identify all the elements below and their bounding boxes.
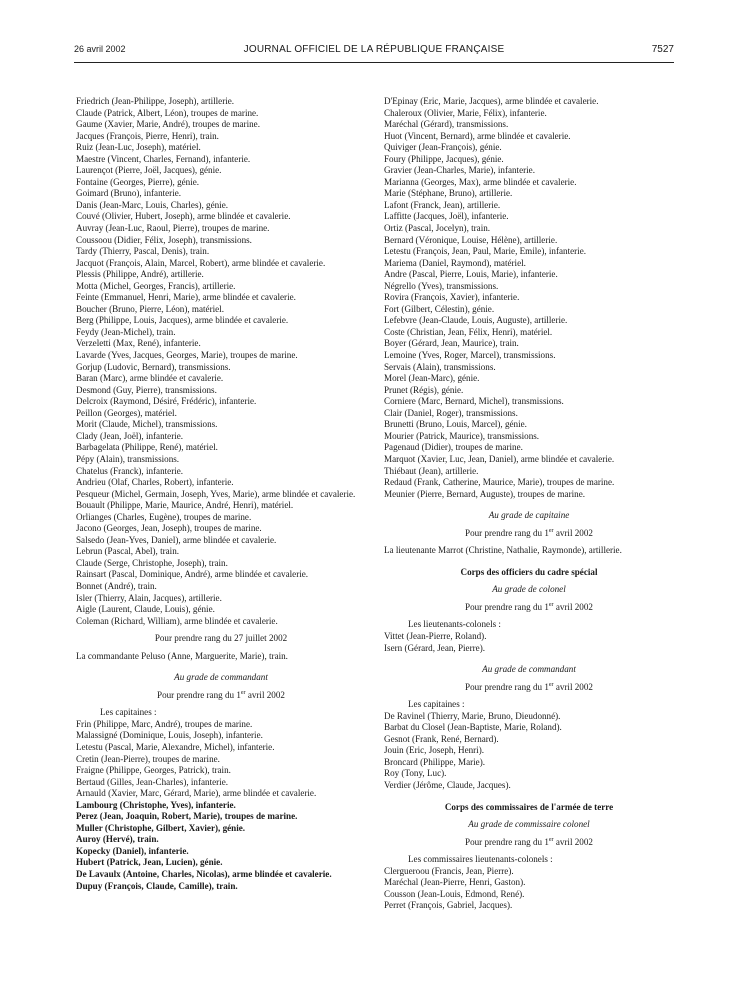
header-date: 26 avril 2002 bbox=[74, 44, 126, 54]
list-item: Couvé (Olivier, Hubert, Joseph), arme blindée et cavalerie. bbox=[76, 211, 291, 222]
marrot-entry: La lieutenante Marrot (Christine, Nathalie, Raymonde), artillerie. bbox=[384, 545, 622, 556]
rank-date-heading: Pour prendre rang du 27 juillet 2002 bbox=[154, 633, 288, 644]
list-item: Lemoine (Yves, Roger, Marcel), transmissions. bbox=[384, 350, 556, 361]
list-item: Mourier (Patrick, Maurice), transmissions. bbox=[384, 430, 540, 441]
list-item: Barbagelata (Philippe, René), matériel. bbox=[76, 442, 218, 453]
list-item: Auvray (Jean-Luc, Raoul, Pierre), troupes de marine. bbox=[76, 223, 270, 234]
corps-commissaires-heading: Corps des commissaires de l'armée de terre bbox=[444, 801, 614, 812]
list-item: Corniere (Marc, Bernard, Michel), transmissions. bbox=[384, 396, 564, 407]
list-item: Maestre (Vincent, Charles, Fernand), infanterie. bbox=[76, 153, 251, 164]
capitaines-label: Les capitaines : bbox=[408, 699, 465, 710]
list-item: Frin (Philippe, Marc, André), troupes de marine. bbox=[76, 718, 253, 729]
list-item: Meunier (Pierre, Bernard, Auguste), troupes de marine. bbox=[384, 488, 586, 499]
list-item: Lambourg (Christophe, Yves), infanterie. bbox=[76, 799, 236, 810]
list-item: Peillon (Georges), matériel. bbox=[76, 407, 177, 418]
capitaines-label: Les capitaines : bbox=[100, 707, 157, 718]
list-item: Plessis (Philippe, André), artillerie. bbox=[76, 269, 204, 280]
list-item: Orlianges (Charles, Eugène), troupes de marine. bbox=[76, 511, 252, 522]
list-item: Vittet (Jean-Pierre, Roland). bbox=[384, 630, 487, 641]
list-item: Perret (François, Gabriel, Jacques). bbox=[384, 900, 513, 911]
list-item: Friedrich (Jean-Philippe, Joseph), artillerie. bbox=[76, 96, 235, 106]
officer-list bbox=[384, 96, 674, 500]
officer-list bbox=[384, 866, 674, 912]
list-item: Maréchal (Jean-Pierre, Henri, Gaston). bbox=[384, 877, 526, 888]
list-item: Motta (Michel, Georges, Francis), artillerie. bbox=[76, 280, 236, 291]
list-item: Thiébaut (Jean), artillerie. bbox=[384, 465, 479, 476]
list-item: Kopecky (Daniel), infanterie. bbox=[76, 845, 189, 856]
list-item: Clair (Daniel, Roger), transmissions. bbox=[384, 407, 518, 418]
commissaires-label: Les commissaires lieutenants-colonels : bbox=[408, 854, 553, 865]
list-item: Jacono (Georges, Jean, Joseph), troupes de marine. bbox=[76, 523, 262, 534]
list-item: Salsedo (Jean-Yves, Daniel), arme blindée et cavalerie. bbox=[76, 534, 277, 545]
lt-colonels-label: Les lieutenants-colonels : bbox=[408, 619, 501, 630]
list-item: Letestu (François, Jean, Paul, Marie, Emile), infanterie. bbox=[384, 246, 587, 257]
list-item: Bertaud (Gilles, Jean-Charles), infanterie. bbox=[76, 776, 229, 787]
list-item: Chatelus (Franck), infanterie. bbox=[76, 465, 184, 476]
list-item: Verdier (Jérôme, Claude, Jacques). bbox=[384, 779, 511, 790]
list-item: De Ravinel (Thierry, Marie, Bruno, Dieudonné). bbox=[384, 710, 561, 721]
list-item: Ruiz (Jean-Luc, Joseph), matériel. bbox=[76, 142, 201, 153]
list-item: Marianna (Georges, Max), arme blindée et cavalerie. bbox=[384, 176, 577, 187]
officer-list bbox=[76, 719, 366, 800]
list-item: Roy (Tony, Luc). bbox=[384, 768, 447, 779]
list-item: Andrieu (Olaf, Charles, Robert), infanterie. bbox=[76, 477, 234, 488]
list-item: Clady (Jean, Joël), infanterie. bbox=[76, 430, 184, 441]
corps-cadre-special-heading: Corps des officiers du cadre spécial bbox=[460, 566, 598, 577]
list-item: Chaleroux (Olivier, Marie, Félix), infanterie. bbox=[384, 107, 547, 118]
list-item: Lebrun (Pascal, Abel), train. bbox=[76, 546, 180, 557]
rank-date-heading: Pour prendre rang du 1er avril 2002 bbox=[465, 527, 593, 538]
grade-colonel-heading: Au grade de colonel bbox=[492, 584, 566, 595]
list-item: Pesqueur (Michel, Germain, Joseph, Yves, Marie), arme blindée et cavalerie. bbox=[76, 488, 356, 499]
list-item: Berg (Philippe, Louis, Jacques), arme blindée et cavalerie. bbox=[76, 315, 289, 326]
list-item: Foury (Philippe, Jacques), génie. bbox=[384, 153, 504, 164]
list-item: Jacques (François, Pierre, Henri), train. bbox=[76, 130, 219, 141]
grade-capitaine-heading: Au grade de capitaine bbox=[488, 510, 570, 521]
list-item: Auroy (Hervé), train. bbox=[76, 834, 159, 845]
list-item: Cousson (Jean-Louis, Edmond, René). bbox=[384, 888, 525, 899]
list-item: Boucher (Bruno, Pierre, Léon), matériel. bbox=[76, 303, 224, 314]
list-item: D'Epinay (Eric, Marie, Jacques), arme blindée et cavalerie. bbox=[384, 96, 599, 106]
list-item: Feinte (Emmanuel, Henri, Marie), arme blindée et cavalerie. bbox=[76, 292, 296, 303]
peluso-entry: La commandante Peluso (Anne, Marguerite, Marie), train. bbox=[76, 650, 288, 661]
list-item: Hubert (Patrick, Jean, Lucien), génie. bbox=[76, 857, 223, 868]
header-title: JOURNAL OFFICIEL DE LA RÉPUBLIQUE FRANÇAISE bbox=[243, 44, 505, 55]
list-item: Huot (Vincent, Bernard), arme blindée et cavalerie. bbox=[384, 130, 571, 141]
list-item: Coussoou (Didier, Félix, Joseph), transmissions. bbox=[76, 234, 252, 245]
right-column bbox=[384, 96, 674, 912]
list-item: Jacquot (François, Alain, Marcel, Robert), arme blindée et cavalerie. bbox=[76, 257, 326, 268]
officer-list bbox=[384, 631, 674, 654]
list-item: Coste (Christian, Jean, Félix, Henri), matériel. bbox=[384, 326, 553, 337]
list-item: Morel (Jean-Marc), génie. bbox=[384, 373, 480, 384]
list-item: Mariema (Daniel, Raymond), matériel. bbox=[384, 257, 526, 268]
list-item: Boyer (Gérard, Jean, Maurice), train. bbox=[384, 338, 519, 349]
list-item: Maréchal (Gérard), transmissions. bbox=[384, 119, 509, 130]
list-item: Bernard (Véronique, Louise, Hélène), artillerie. bbox=[384, 234, 558, 245]
list-item: Dupuy (François, Claude, Camille), train. bbox=[76, 880, 238, 891]
list-item: Andre (Pascal, Pierre, Louis, Marie), infanterie. bbox=[384, 269, 558, 280]
list-item: Marquot (Xavier, Luc, Jean, Daniel), arme blindée et cavalerie. bbox=[384, 453, 615, 464]
list-item: Quiviger (Jean-François), génie. bbox=[384, 142, 502, 153]
list-item: Coleman (Richard, William), arme blindée et cavalerie. bbox=[76, 615, 278, 626]
list-item: Letestu (Pascal, Marie, Alexandre, Michel), infanterie. bbox=[76, 741, 275, 752]
list-item: Aigle (Laurent, Claude, Louis), génie. bbox=[76, 604, 215, 615]
list-item: Gesnot (Frank, René, Bernard). bbox=[384, 733, 499, 744]
list-item: Arnauld (Xavier, Marc, Gérard, Marie), arme blindée et cavalerie. bbox=[76, 788, 317, 799]
list-item: Clergueroou (Francis, Jean, Pierre). bbox=[384, 865, 514, 876]
list-item: Bouault (Philippe, Marie, Maurice, André, Henri), matériel. bbox=[76, 500, 294, 511]
officer-list bbox=[384, 711, 674, 792]
list-item: Pépy (Alain), transmissions. bbox=[76, 453, 180, 464]
rank-date-heading: Pour prendre rang du 1er avril 2002 bbox=[465, 836, 593, 847]
list-item: Perez (Jean, Joaquin, Robert, Marie), troupes de marine. bbox=[76, 811, 298, 822]
list-item: Rainsart (Pascal, Dominique, André), arme blindée et cavalerie. bbox=[76, 569, 309, 580]
list-item: Redaud (Frank, Catherine, Maurice, Marie), troupes de marine. bbox=[384, 477, 615, 488]
list-item: Lefebvre (Jean-Claude, Louis, Auguste), artillerie. bbox=[384, 315, 568, 326]
list-item: Verzeletti (Max, René), infanterie. bbox=[76, 338, 201, 349]
rank-date-heading: Pour prendre rang du 1er avril 2002 bbox=[465, 681, 593, 692]
list-item: Claude (Patrick, Albert, Léon), troupes de marine. bbox=[76, 107, 259, 118]
rank-date-heading: Pour prendre rang du 1er avril 2002 bbox=[465, 601, 593, 612]
grade-commissaire-colonel-heading: Au grade de commissaire colonel bbox=[468, 819, 590, 830]
grade-commandant-heading: Au grade de commandant bbox=[174, 672, 268, 683]
list-item: Bonnet (André), train. bbox=[76, 580, 157, 591]
list-item: Broncard (Philippe, Marie). bbox=[384, 756, 486, 767]
list-item: Lavarde (Yves, Jacques, Georges, Marie), troupes de marine. bbox=[76, 350, 298, 361]
list-item: Lafont (Franck, Jean), artillerie. bbox=[384, 199, 501, 210]
grade-commandant-heading: Au grade de commandant bbox=[482, 664, 576, 675]
list-item: Pagenaud (Didier), troupes de marine. bbox=[384, 442, 523, 453]
list-item: Cretin (Jean-Pierre), troupes de marine. bbox=[76, 753, 220, 764]
list-item: Laffitte (Jacques, Joël), infanterie. bbox=[384, 211, 509, 222]
list-item: Claude (Serge, Christophe, Joseph), train. bbox=[76, 557, 228, 568]
list-item: Brunetti (Bruno, Louis, Marcel), génie. bbox=[384, 419, 527, 430]
list-item: Fontaine (Georges, Pierre), génie. bbox=[76, 176, 200, 187]
officer-list bbox=[76, 96, 366, 627]
list-item: Gaume (Xavier, Marie, André), troupes de marine. bbox=[76, 119, 260, 130]
list-item: Jouin (Eric, Joseph, Henri). bbox=[384, 745, 485, 756]
list-item: Gravier (Jean-Charles, Marie), infanterie. bbox=[384, 165, 535, 176]
list-item: Ortiz (Pascal, Jocelyn), train. bbox=[384, 223, 491, 234]
list-item: Barbat du Closel (Jean-Baptiste, Marie, Roland). bbox=[384, 722, 562, 733]
list-item: Malassigné (Dominique, Louis, Joseph), infanterie. bbox=[76, 730, 263, 741]
list-item: Baran (Marc), arme blindée et cavalerie. bbox=[76, 373, 224, 384]
rank-date-heading: Pour prendre rang du 1er avril 2002 bbox=[157, 689, 285, 700]
list-item: Servais (Alain), transmissions. bbox=[384, 361, 496, 372]
list-item: Fort (Gilbert, Célestin), génie. bbox=[384, 303, 495, 314]
page-number: 7527 bbox=[651, 44, 674, 55]
list-item: Fraigne (Philippe, Georges, Patrick), train. bbox=[76, 765, 231, 776]
list-item: Laurençot (Pierre, Joël, Jacques), génie. bbox=[76, 165, 222, 176]
list-item: Muller (Christophe, Gilbert, Xavier), génie. bbox=[76, 822, 246, 833]
list-item: Goimard (Bruno), infanterie. bbox=[76, 188, 182, 199]
list-item: Marie (Stéphane, Bruno), artillerie. bbox=[384, 188, 513, 199]
page-header bbox=[74, 44, 674, 63]
list-item: Desmond (Guy, Pierre), transmissions. bbox=[76, 384, 217, 395]
list-item: Tardy (Thierry, Pascal, Denis), train. bbox=[76, 246, 210, 257]
list-item: Isler (Thierry, Alain, Jacques), artillerie. bbox=[76, 592, 222, 603]
list-item: Delcroix (Raymond, Désiré, Frédéric), infanterie. bbox=[76, 396, 257, 407]
list-item: Négrello (Yves), transmissions. bbox=[384, 280, 499, 291]
list-item: Morit (Claude, Michel), transmissions. bbox=[76, 419, 218, 430]
list-item: Gorjup (Ludovic, Bernard), transmissions. bbox=[76, 361, 231, 372]
officer-list-bold bbox=[76, 800, 366, 892]
list-item: Prunet (Régis), génie. bbox=[384, 384, 464, 395]
list-item: Danis (Jean-Marc, Louis, Charles), génie. bbox=[76, 199, 229, 210]
left-column bbox=[76, 96, 366, 892]
list-item: De Lavaulx (Antoine, Charles, Nicolas), arme blindée et cavalerie. bbox=[76, 869, 332, 879]
list-item: Feydy (Jean-Michel), train. bbox=[76, 326, 176, 337]
list-item: Isern (Gérard, Jean, Pierre). bbox=[384, 642, 485, 653]
list-item: Rovira (François, Xavier), infanterie. bbox=[384, 292, 520, 303]
